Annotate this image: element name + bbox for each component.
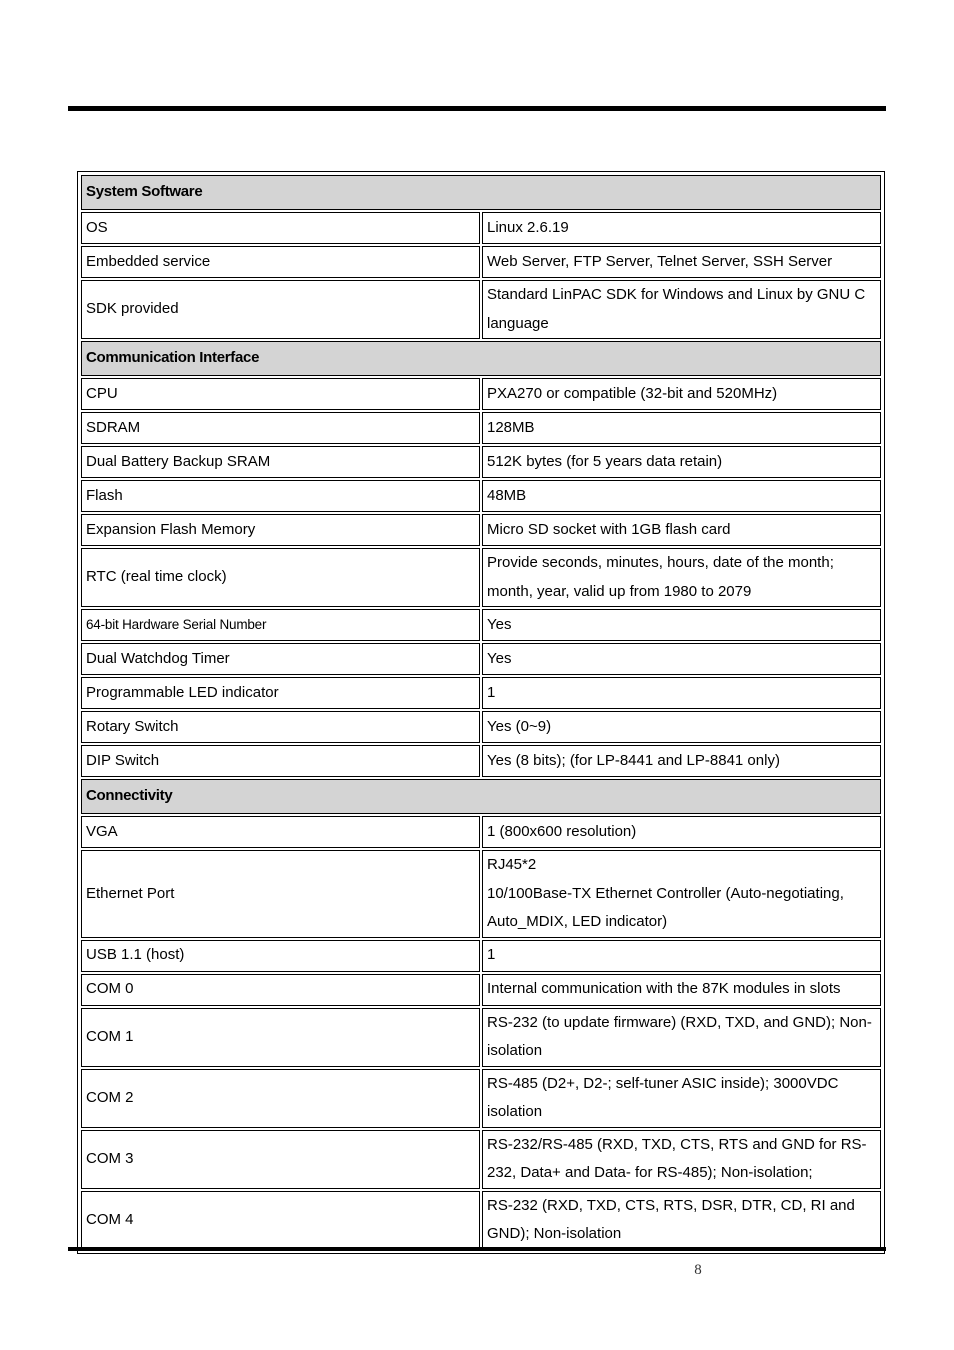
row-value — [482, 745, 881, 777]
row-label: Expansion Flash Memory — [81, 514, 480, 546]
row-label: SDK provided — [81, 280, 480, 339]
row-value — [482, 609, 881, 641]
table-row — [81, 212, 881, 244]
value-line: 1 — [487, 946, 496, 964]
row-label: Dual Battery Backup SRAM — [81, 446, 480, 478]
row-label: CPU — [81, 378, 480, 410]
row-value — [482, 711, 881, 743]
header-rule — [68, 106, 886, 111]
value-line: RS-485 (D2+, D2-; self-tuner ASIC inside); 3000VDC isolation — [487, 1074, 839, 1120]
row-value — [482, 974, 881, 1006]
row-value — [482, 677, 881, 709]
table-row — [81, 480, 881, 512]
value-line: Web Server, FTP Server, Telnet Server, SSH Server — [487, 252, 833, 270]
row-label: COM 3 — [81, 1130, 480, 1189]
value-line: Linux 2.6.19 — [487, 218, 569, 236]
row-value — [482, 280, 881, 339]
row-label: USB 1.1 (host) — [81, 940, 480, 972]
footer-rule — [68, 1247, 886, 1251]
table-row — [81, 378, 881, 410]
page-number: 8 — [694, 1262, 702, 1278]
row-label: 64-bit Hardware Serial Number — [81, 609, 480, 641]
value-line: Standard LinPAC SDK for Windows and Linux by GNU C language — [487, 286, 866, 332]
table-row — [81, 412, 881, 444]
table-row — [81, 1191, 881, 1250]
row-value — [482, 412, 881, 444]
row-value — [482, 514, 881, 546]
row-label: OS — [81, 212, 480, 244]
section-title: Communication Interface — [81, 341, 881, 376]
row-value — [482, 212, 881, 244]
section-header-row — [81, 341, 881, 376]
table-row — [81, 850, 881, 938]
row-value — [482, 378, 881, 410]
table-row — [81, 940, 881, 972]
value-line: RS-232/RS-485 (RXD, TXD, CTS, RTS and GND for RS-232, Data+ and Data- for RS-485); Non-isolation; — [487, 1135, 867, 1181]
row-label: DIP Switch — [81, 745, 480, 777]
row-value — [482, 446, 881, 478]
row-label: COM 1 — [81, 1008, 480, 1067]
row-label: COM 2 — [81, 1069, 480, 1128]
value-line: 128MB — [487, 418, 535, 436]
specification-table — [77, 171, 885, 1254]
row-value — [482, 1191, 881, 1250]
table-row — [81, 446, 881, 478]
value-line: 1 (800x600 resolution) — [487, 822, 637, 840]
table-row — [81, 1069, 881, 1128]
value-line: RS-232 (RXD, TXD, CTS, RTS, DSR, DTR, CD, RI and GND); Non-isolation — [487, 1196, 855, 1242]
row-value — [482, 1130, 881, 1189]
table-row — [81, 711, 881, 743]
row-value — [482, 850, 881, 938]
row-value — [482, 643, 881, 675]
value-line: PXA270 or compatible (32-bit and 520MHz) — [487, 384, 778, 402]
value-line: 48MB — [487, 486, 527, 504]
row-value — [482, 940, 881, 972]
row-label: Ethernet Port — [81, 850, 480, 938]
value-line: 10/100Base-TX Ethernet Controller (Auto-negotiating, Auto_MDIX, LED indicator) — [487, 884, 844, 930]
row-value — [482, 1069, 881, 1128]
row-label: VGA — [81, 816, 480, 848]
row-value — [482, 246, 881, 278]
value-line: Yes (0~9) — [487, 717, 552, 735]
spec-table-grid — [79, 173, 883, 1252]
value-line: 1 — [487, 683, 496, 701]
value-line: Yes (8 bits); (for LP-8441 and LP-8841 only) — [487, 751, 780, 769]
row-label: COM 0 — [81, 974, 480, 1006]
value-line: RJ45*2 — [487, 856, 537, 873]
row-label: Rotary Switch — [81, 711, 480, 743]
table-row — [81, 246, 881, 278]
value-line: Provide seconds, minutes, hours, date of the month; month, year, valid up from 1980 to 2079 — [487, 554, 834, 600]
row-label: Flash — [81, 480, 480, 512]
section-header-row — [81, 779, 881, 814]
table-row — [81, 816, 881, 848]
row-value — [482, 816, 881, 848]
table-row — [81, 974, 881, 1006]
table-row — [81, 548, 881, 607]
section-header-row — [81, 175, 881, 210]
value-line: 512K bytes (for 5 years data retain) — [487, 452, 723, 470]
value-line: Yes — [487, 615, 512, 633]
section-title: Connectivity — [81, 779, 881, 814]
value-line: Yes — [487, 649, 512, 667]
table-row — [81, 643, 881, 675]
table-row — [81, 609, 881, 641]
row-label: Embedded service — [81, 246, 480, 278]
section-title: System Software — [81, 175, 881, 210]
row-label: Programmable LED indicator — [81, 677, 480, 709]
value-line: Micro SD socket with 1GB flash card — [487, 520, 731, 538]
table-row — [81, 1130, 881, 1189]
value-line: RS-232 (to update firmware) (RXD, TXD, and GND); Non-isolation — [487, 1013, 872, 1059]
row-label: Dual Watchdog Timer — [81, 643, 480, 675]
table-row — [81, 1008, 881, 1067]
row-value — [482, 548, 881, 607]
row-label: RTC (real time clock) — [81, 548, 480, 607]
table-row — [81, 514, 881, 546]
table-row — [81, 745, 881, 777]
row-label: SDRAM — [81, 412, 480, 444]
table-row — [81, 677, 881, 709]
row-value — [482, 1008, 881, 1067]
value-line: Internal communication with the 87K modules in slots — [487, 980, 841, 998]
table-row — [81, 280, 881, 339]
row-label: COM 4 — [81, 1191, 480, 1250]
row-value — [482, 480, 881, 512]
